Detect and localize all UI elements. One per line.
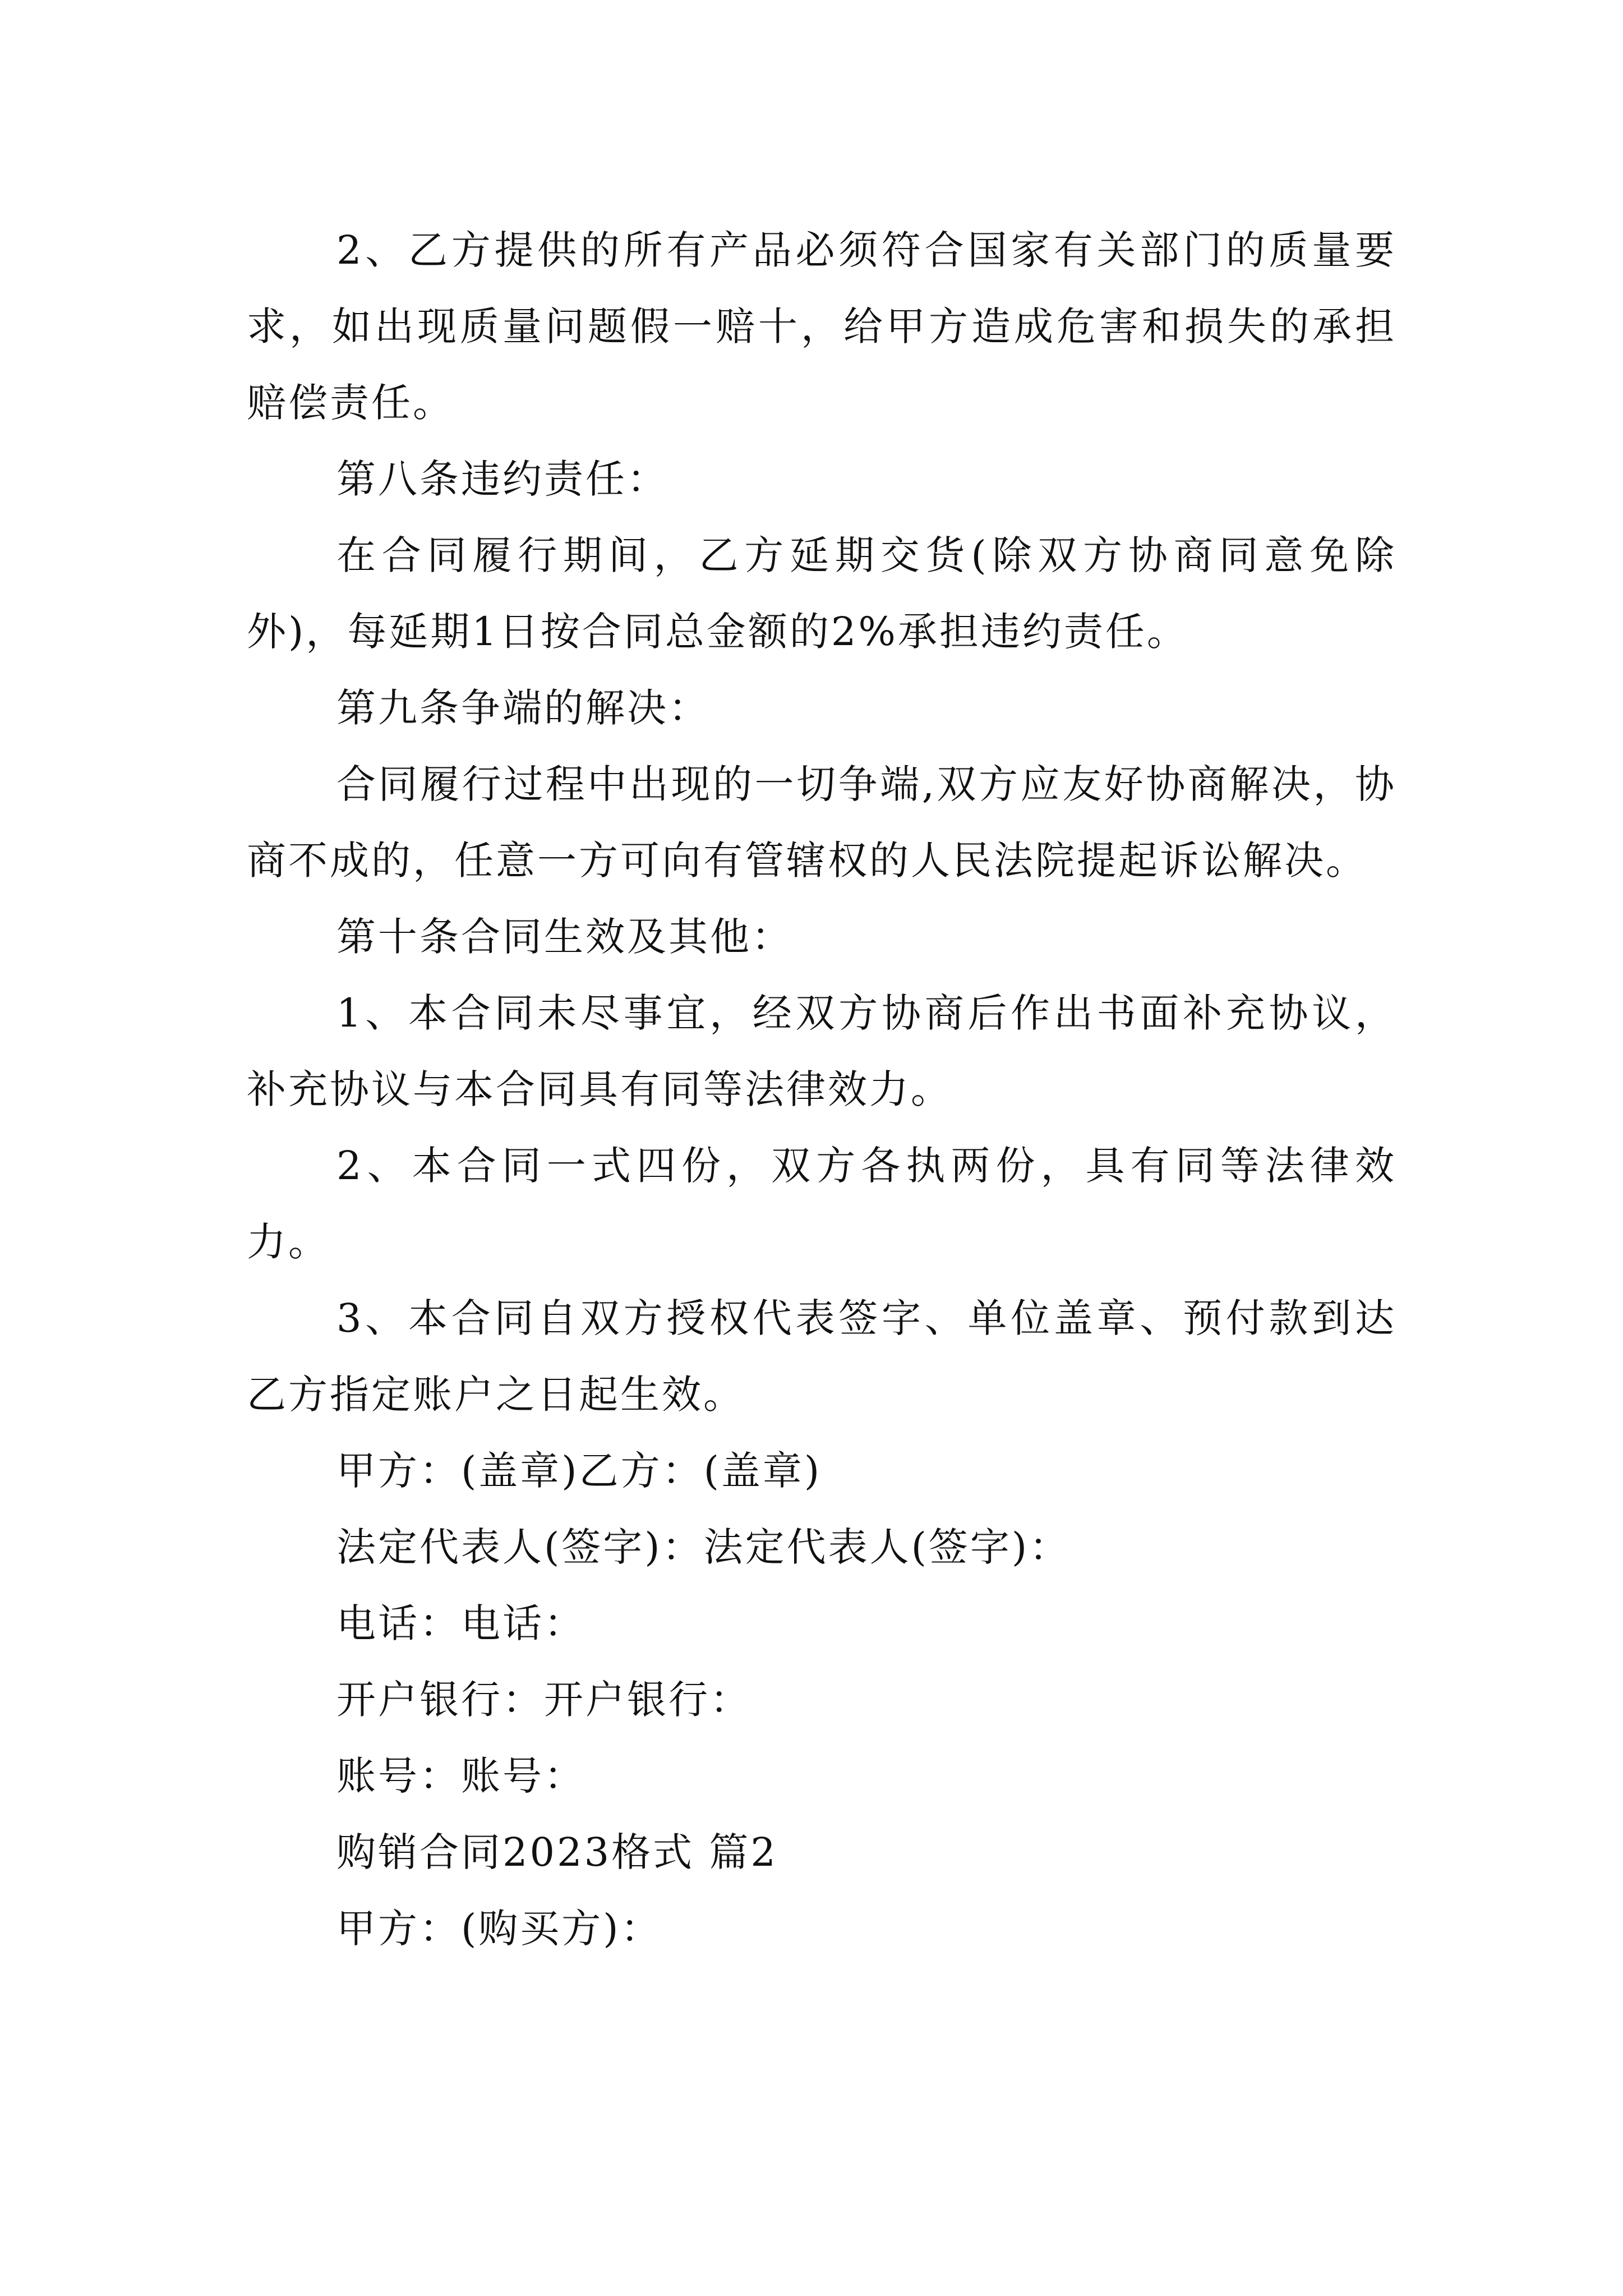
signature-bank-line: 开户银行：开户银行： bbox=[336, 1677, 751, 1723]
article-9-heading: 第九条争端的解决： bbox=[336, 685, 710, 731]
clause-copies: 2、本合同一式四份，双方各执两份，具有同等法律效力。 bbox=[247, 1143, 1396, 1265]
signature-representative-line: 法定代表人(签字)：法定代表人(签字)： bbox=[336, 1524, 1071, 1570]
clause-breach-liability: 在合同履行期间，乙方延期交货(除双方协商同意免除外)，每延期1日按合同总金额的2%承担违约责任。 bbox=[247, 532, 1396, 655]
document-body bbox=[247, 212, 1396, 1967]
clause-dispute-resolution: 合同履行过程中出现的一切争端,双方应友好协商解决，协商不成的，任意一方可向有管辖权的人民法院提起诉讼解决。 bbox=[247, 761, 1396, 884]
clause-quality-requirement: 2、乙方提供的所有产品必须符合国家有关部门的质量要求，如出现质量问题假一赔十，给甲方造成危害和损失的承担赔偿责任。 bbox=[247, 227, 1396, 426]
clause-supplementary-agreement: 1、本合同未尽事宜，经双方协商后作出书面补充协议，补充协议与本合同具有同等法律效力。 bbox=[247, 990, 1396, 1112]
next-contract-party-a: 甲方：(购买方)： bbox=[336, 1906, 662, 1952]
article-10-heading: 第十条合同生效及其他： bbox=[336, 914, 793, 960]
signature-account-line: 账号：账号： bbox=[336, 1753, 585, 1799]
signature-phone-line: 电话：电话： bbox=[336, 1600, 585, 1646]
article-8-heading: 第八条违约责任： bbox=[336, 456, 668, 502]
clause-effective-date: 3、本合同自双方授权代表签字、单位盖章、预付款到达乙方指定账户之日起生效。 bbox=[247, 1295, 1396, 1418]
next-contract-title: 购销合同2023格式 篇2 bbox=[336, 1829, 778, 1875]
signature-seal-line: 甲方：(盖章)乙方：(盖章) bbox=[336, 1448, 822, 1494]
